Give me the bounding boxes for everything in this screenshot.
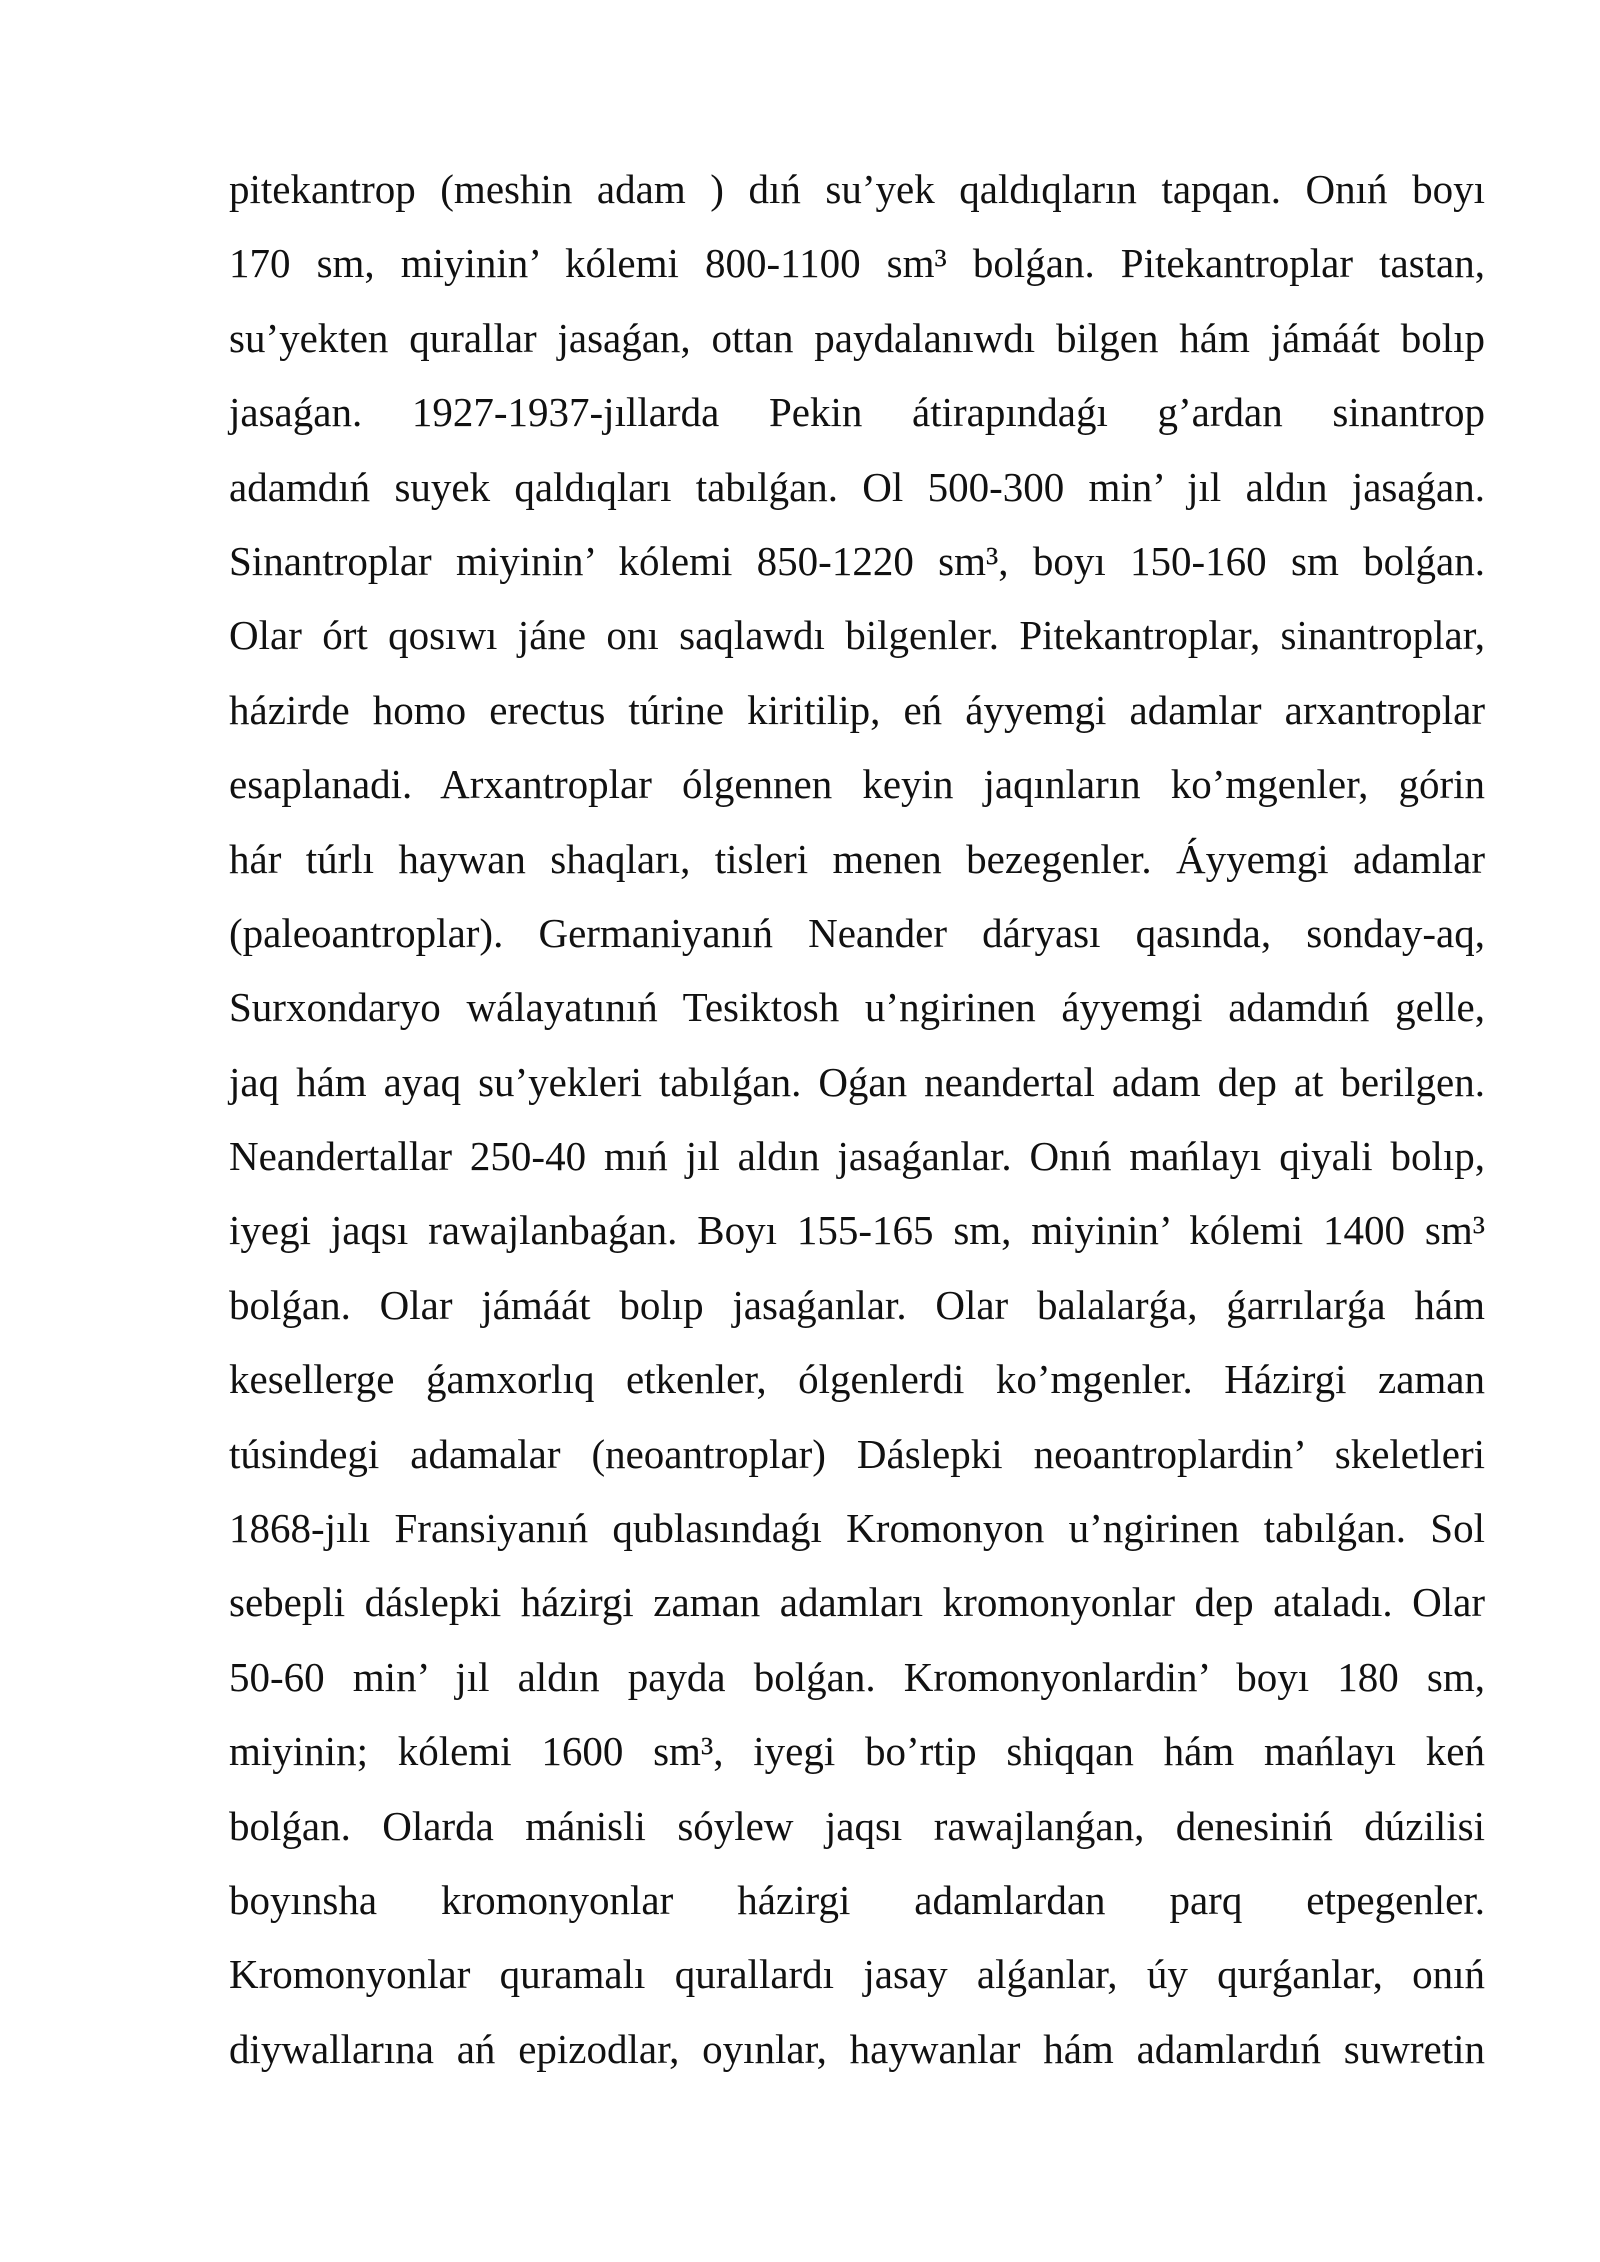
text-line: sebepli dáslepki házirgi zaman adamları kromonyonlar dep ataladı. Olar [229, 1579, 1485, 1626]
text-line: házirde homo erectus túrine kiritilip, eń áyyemgi adamlar arxantroplar [229, 686, 1485, 733]
text-line: Sinantroplar miyinin’ kólemi 850-1220 sm³, boyı 150-160 sm bolǵan. [229, 537, 1485, 584]
text-line: kesellerge ǵamxorlıq etkenler, ólgenlerdi ko’mgenler. Házirgi zaman [229, 1356, 1485, 1403]
text-line: miyinin; kólemi 1600 sm³, iyegi bo’rtip shiqqan hám mańlayı keń [229, 1728, 1485, 1775]
text-line: bolǵan. Olarda mánisli sóylew jaqsı rawajlanǵan, denesiniń dúzilisi [229, 1802, 1485, 1849]
text-line: Surxondaryo wálayatınıń Tesiktosh u’ngirinen áyyemgi adamdıń gelle, [229, 984, 1485, 1031]
text-line: adamdıń suyek qaldıqları tabılǵan. Ol 500-300 min’ jıl aldın jasaǵan. [229, 463, 1485, 510]
text-line: esaplanadi. Arxantroplar ólgennen keyin jaqınların ko’mgenler, górin [229, 761, 1485, 808]
text-line: 50-60 min’ jıl aldın payda bolǵan. Kromonyonlardin’ boyı 180 sm, [229, 1653, 1485, 1700]
text-line: jasaǵan. 1927-1937-jıllarda Pekin átirapındaǵı g’ardan sinantrop [229, 389, 1485, 436]
text-line: 1868-jılı Fransiyanıń qublasındaǵı Kromonyon u’ngirinen tabılǵan. Sol [229, 1505, 1485, 1552]
document-page [229, 152, 1485, 2086]
text-line: bolǵan. Olar jámáát bolıp jasaǵanlar. Olar balalarǵa, ǵarrılarǵa hám [229, 1281, 1485, 1328]
text-line: 170 sm, miyinin’ kólemi 800-1100 sm³ bolǵan. Pitekantroplar tastan, [229, 240, 1485, 287]
text-line: Olar órt qosıwı jáne onı saqlawdı bilgenler. Pitekantroplar, sinantroplar, [229, 612, 1485, 659]
text-line: Kromonyonlar quramalı qurallardı jasay alǵanlar, úy qurǵanlar, onıń [229, 1951, 1485, 1998]
text-line: pitekantrop (meshin adam ) dıń su’yek qaldıqların tapqan. Onıń boyı [229, 166, 1485, 212]
text-line: boyınsha kromonyonlar házirgi adamlardan parq etpegenler. [229, 1876, 1485, 1923]
text-line: su’yekten qurallar jasaǵan, ottan paydalanıwdı bilgen hám jámáát bolıp [229, 314, 1485, 361]
text-line: iyegi jaqsı rawajlanbaǵan. Boyı 155-165 sm, miyinin’ kólemi 1400 sm³ [229, 1207, 1485, 1254]
text-line: Neandertallar 250-40 mıń jıl aldın jasaǵanlar. Onıń mańlayı qiyali bolıp, [229, 1133, 1485, 1180]
text-line: túsindegi adamalar (neoantroplar) Dáslepki neoantroplardin’ skeletleri [229, 1430, 1485, 1477]
text-line: (paleoantroplar). Germaniyanıń Neander dáryası qasında, sonday-aq, [229, 909, 1485, 956]
text-line: diywallarına ań epizodlar, oyınlar, haywanlar hám adamlardıń suwretin [229, 2025, 1485, 2072]
text-line: jaq hám ayaq su’yekleri tabılǵan. Oǵan neandertal adam dep at berilgen. [229, 1058, 1485, 1105]
text-line: hár túrlı haywan shaqları, tisleri menen bezegenler. Áyyemgi adamlar [229, 835, 1485, 882]
